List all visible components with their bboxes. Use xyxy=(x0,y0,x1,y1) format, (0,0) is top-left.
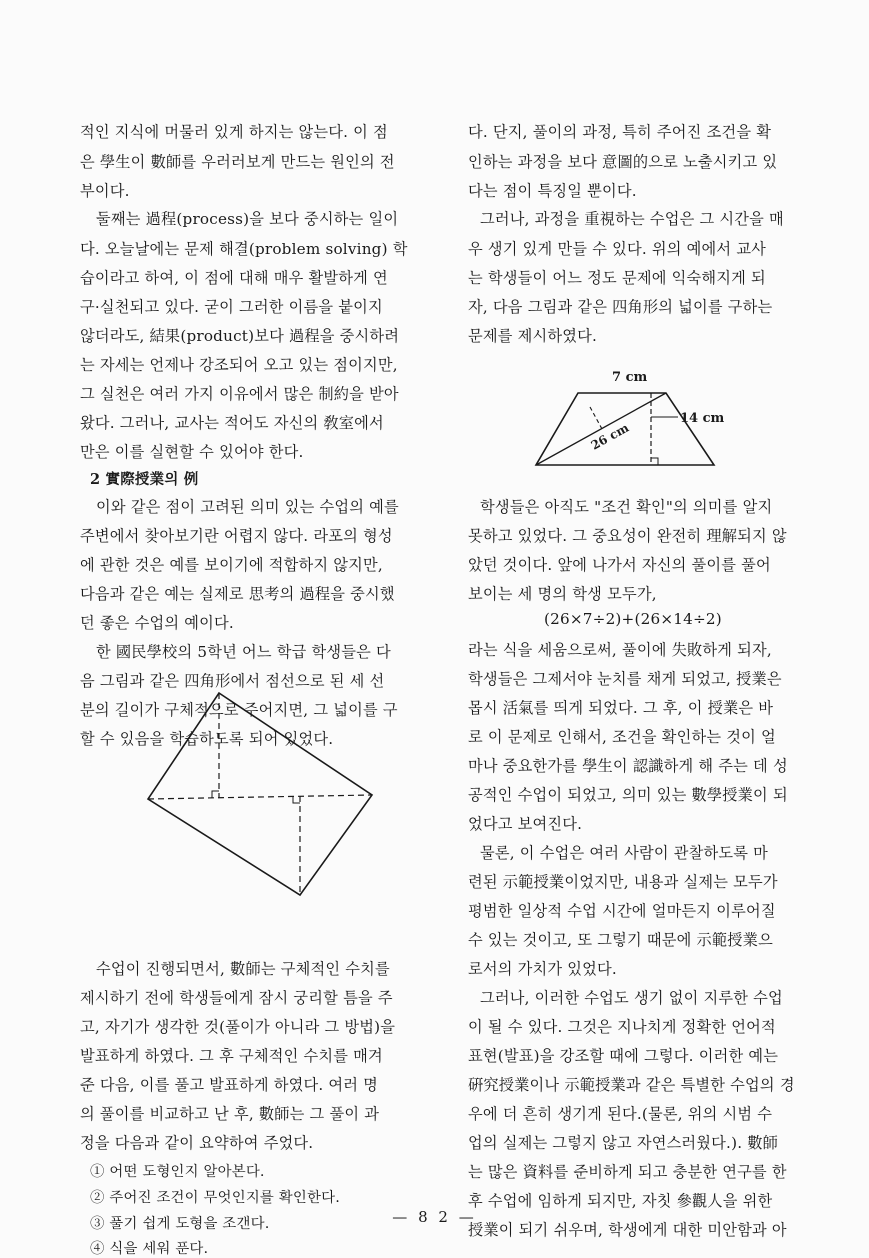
top-side-label: 7 cm xyxy=(612,370,648,385)
height-label: 14 cm xyxy=(680,411,725,426)
page-number: — 8 2 — xyxy=(392,1208,477,1226)
paragraph-line: 다는 점이 특징일 뿐이다. xyxy=(468,182,637,200)
paragraph-line: 련된 示範授業이었지만, 내용과 실제는 모두가 xyxy=(468,873,778,891)
paragraph-line: 않더라도, 結果(product)보다 過程을 중시하려 xyxy=(80,327,400,345)
paragraph-line: 적인 지식에 머물러 있게 하지는 않는다. 이 점 xyxy=(80,123,388,141)
paragraph-line: 습이라고 하여, 이 점에 대해 매우 활발하게 연 xyxy=(80,269,388,287)
paragraph-line: 학생들은 그제서야 눈치를 채게 되었고, 授業은 xyxy=(468,670,782,688)
paragraph-line: 이 될 수 있다. 그것은 지나치게 정확한 언어적 xyxy=(468,1018,776,1036)
step-item: ④ 식을 세워 푼다. xyxy=(90,1241,209,1257)
paragraph-line: 硏究授業이나 示範授業과 같은 특별한 수업의 경 xyxy=(468,1076,795,1094)
paragraph-line: 았던 것이다. 앞에 나가서 자신의 풀이를 풀어 xyxy=(468,556,771,574)
paragraph-line: 준 다음, 이를 풀고 발표하게 하였다. 여러 명 xyxy=(80,1076,379,1094)
paragraph-line: 제시하기 전에 학생들에게 잠시 궁리할 틈을 주 xyxy=(80,989,393,1007)
paragraph-line: 마나 중요한가를 學生이 認識하게 해 주는 데 성 xyxy=(468,757,788,775)
paragraph-line: 授業이 되기 쉬우며, 학생에게 대한 미안함과 아 xyxy=(468,1221,787,1239)
section-heading: 2 實際授業의 例 xyxy=(90,471,199,488)
paragraph-line: 왔다. 그러나, 교사는 적어도 자신의 敎室에서 xyxy=(80,414,384,432)
paragraph-line: 음 그림과 같은 四角形에서 점선으로 된 세 선 xyxy=(80,672,385,690)
paragraph-line: 인하는 과정을 보다 意圖的으로 노출시키고 있 xyxy=(468,153,778,171)
paragraph-line: 할 수 있음을 학습하도록 되어 있었다. xyxy=(80,730,334,748)
paragraph-line: 던 좋은 수업의 예이다. xyxy=(80,614,234,632)
paragraph-line: 보이는 세 명의 학생 모두가, xyxy=(468,585,657,603)
paragraph-line: 학생들은 아직도 "조건 확인"의 의미를 알지 xyxy=(480,498,773,516)
diagonal-line xyxy=(536,393,666,465)
paragraph-line: 공적인 수업이 되었고, 의미 있는 數學授業이 되 xyxy=(468,786,788,804)
paragraph-line: 표현(발표)을 강조할 때에 그렇다. 이러한 예는 xyxy=(468,1047,779,1065)
paragraph-line: 물론, 이 수업은 여러 사람이 관찰하도록 마 xyxy=(480,844,769,862)
diagonal-label: 26 cm xyxy=(588,420,632,453)
paragraph-line: 발표하게 하였다. 그 후 구체적인 수치를 매겨 xyxy=(80,1047,383,1065)
paragraph-line: 한 國民學校의 5학년 어느 학급 학생들은 다 xyxy=(96,643,391,661)
step-item: ③ 풀기 쉽게 도형을 조갠다. xyxy=(90,1216,270,1232)
paragraph-line: 몹시 活氣를 띄게 되었다. 그 후, 이 授業은 바 xyxy=(468,699,774,717)
right-angle-mark xyxy=(651,458,658,465)
right-angle-mark xyxy=(212,791,219,798)
paragraph-line: 수 있는 것이고, 또 그렇기 때문에 示範授業으 xyxy=(468,931,773,949)
paragraph-line: 의 풀이를 비교하고 난 후, 數師는 그 풀이 과 xyxy=(80,1105,380,1123)
paragraph-line: 문제를 제시하였다. xyxy=(468,327,598,345)
paragraph-line: 은 學生이 數師를 우러러보게 만드는 원인의 전 xyxy=(80,153,395,171)
paragraph-line: 자, 다음 그림과 같은 四角形의 넓이를 구하는 xyxy=(468,298,773,316)
paragraph-line: 만은 이를 실현할 수 있어야 한다. xyxy=(80,443,304,461)
paragraph-line: 로서의 가치가 있었다. xyxy=(468,960,617,978)
paragraph-line: 주변에서 찾아보기란 어렵지 않다. 라포의 형성 xyxy=(80,527,393,545)
paragraph-line: 구·실천되고 있다. 굳이 그러한 이름을 붙이지 xyxy=(80,298,383,316)
paragraph-line: 에 관한 것은 예를 보이기에 적합하지 않지만, xyxy=(80,556,383,574)
paragraph-line: 평범한 일상적 수업 시간에 얼마든지 이루어질 xyxy=(468,902,776,920)
paragraph-line: 정을 다음과 같이 요약하여 주었다. xyxy=(80,1134,314,1152)
perpendicular-dashed xyxy=(590,407,602,429)
trapezoid-figure xyxy=(530,362,770,472)
quadrilateral-figure xyxy=(140,688,385,903)
paragraph-line: 우 생기 있게 만들 수 있다. 위의 예에서 교사 xyxy=(468,240,767,258)
paragraph-line: 다. 오늘날에는 문제 해결(problem solving) 학 xyxy=(80,240,408,258)
paragraph-line: 로 이 문제로 인해서, 조건을 확인하는 것이 얼 xyxy=(468,728,776,746)
paragraph-line: 그러나, 과정을 重視하는 수업은 그 시간을 매 xyxy=(480,210,784,228)
paragraph-line: 업의 실제는 그렇지 않고 자연스러웠다.). 數師 xyxy=(468,1134,779,1152)
paragraph-line: 는 많은 資料를 준비하게 되고 충분한 연구를 한 xyxy=(468,1163,787,1181)
paragraph-line: 우에 더 흔히 생기게 된다.(물론, 위의 시범 수 xyxy=(468,1105,773,1123)
step-item: ① 어떤 도형인지 알아본다. xyxy=(90,1164,265,1180)
area-formula: (26×7÷2)+(26×14÷2) xyxy=(544,610,722,628)
right-angle-mark xyxy=(293,796,300,803)
paragraph-line: 그러나, 이러한 수업도 생기 없이 지루한 수업 xyxy=(480,989,783,1007)
paragraph-line: 라는 식을 세움으로써, 풀이에 失敗하게 되자, xyxy=(468,641,772,659)
paragraph-line: 는 학생들이 어느 정도 문제에 익숙해지게 되 xyxy=(468,269,766,287)
quadrilateral-outline xyxy=(148,693,372,895)
paragraph-line: 분의 길이가 구체적으로 주어지면, 그 넓이를 구 xyxy=(80,701,398,719)
paragraph-line: 었다고 보여진다. xyxy=(468,815,583,833)
paragraph-line: 둘째는 過程(process)을 보다 중시하는 일이 xyxy=(96,210,399,228)
paragraph-line: 못하고 있었다. 그 중요성이 완전히 理解되지 않 xyxy=(468,527,787,545)
paragraph-line: 이와 같은 점이 고려된 의미 있는 수업의 예를 xyxy=(96,498,399,516)
step-item: ② 주어진 조건이 무엇인지를 확인한다. xyxy=(90,1190,340,1206)
diagonal-dashed xyxy=(148,795,372,799)
paragraph-line: 고, 자기가 생각한 것(풀이가 아니라 그 방법)을 xyxy=(80,1018,396,1036)
paragraph-line: 는 자세는 언제나 강조되어 오고 있는 점이지만, xyxy=(80,356,398,374)
paragraph-line: 다. 단지, 풀이의 과정, 특히 주어진 조건을 확 xyxy=(468,123,772,141)
paragraph-line: 부이다. xyxy=(80,182,130,200)
paragraph-line: 수업이 진행되면서, 數師는 구체적인 수치를 xyxy=(96,960,390,978)
paragraph-line: 다음과 같은 예는 실제로 思考의 過程을 중시했 xyxy=(80,585,395,603)
paragraph-line: 그 실천은 여러 가지 이유에서 많은 制約을 받아 xyxy=(80,385,399,403)
paragraph-line: 후 수업에 임하게 되지만, 자칫 參觀人을 위한 xyxy=(468,1192,773,1210)
